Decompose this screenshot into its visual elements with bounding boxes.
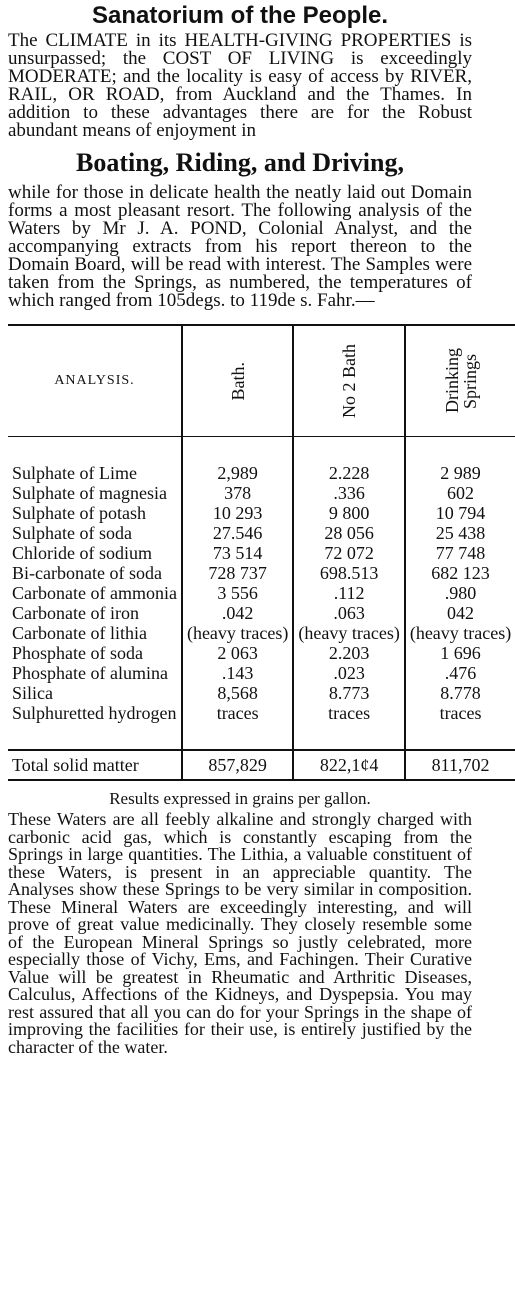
total-no2-bath: 822,1¢4 (293, 750, 404, 780)
section-text: while for those in delicate health the neatly laid out Domain forms a most pleasant resort. The following analysis of the Waters by Mr J. A. POND, Colonial Analyst, and the accompanying extracts from his report thereon to the Domain Board, will be read with interest. The Samples were taken from the Springs, as numbered, the temperatures of which ranged from 105degs. to 119de s. Fahr.— (8, 182, 472, 311)
no2-bath-header (293, 325, 404, 437)
no2-bath-value: 2.228 (293, 463, 404, 483)
bath-value: 2 063 (182, 643, 293, 663)
bath-value: .042 (182, 603, 293, 623)
substance-name: Sulphuretted hydrogen (12, 703, 177, 723)
analysis-header: ANALYSIS. (8, 325, 182, 437)
table-row (8, 503, 515, 523)
total-drinking-springs: 811,702 (405, 750, 515, 780)
table-row (8, 483, 515, 503)
advertisement-page (8, 0, 512, 1057)
substance-name: Sulphate of potash (12, 503, 146, 523)
no2-bath-header-label: No 2 Bath (339, 344, 360, 418)
total-label: Total solid matter (8, 750, 182, 780)
no2-bath-value: 72 072 (293, 543, 404, 563)
no2-bath-value: 8.773 (293, 683, 404, 703)
drinking-springs-header-label: Drinking Springs (441, 348, 480, 414)
table-row (8, 463, 515, 483)
drinking-springs-header (405, 325, 515, 437)
bath-value: traces (182, 703, 293, 723)
drinking-springs-value: 602 (405, 483, 515, 503)
section-paragraph (8, 184, 472, 310)
no2-bath-value: 9 800 (293, 503, 404, 523)
page-title: Sanatorium of the People. (91, 2, 389, 29)
bath-value: 728 737 (182, 563, 293, 583)
table-row (8, 523, 515, 543)
bath-value: 2,989 (182, 463, 293, 483)
no2-bath-value: 698.513 (293, 563, 404, 583)
substance-name: Sulphate of soda (12, 523, 132, 543)
bath-value: 3 556 (182, 583, 293, 603)
total-bath: 857,829 (182, 750, 293, 780)
no2-bath-value: (heavy traces) (293, 623, 404, 643)
table-row (8, 703, 515, 723)
analysis-table (8, 324, 515, 781)
drinking-springs-value: 77 748 (405, 543, 515, 563)
table-row (8, 643, 515, 663)
drinking-springs-value: traces (405, 703, 515, 723)
no2-bath-value: 28 056 (293, 523, 404, 543)
intro-paragraph (8, 32, 472, 140)
section-heading: Boating, Riding, and Driving, (76, 148, 404, 177)
drinking-springs-value: 1 696 (405, 643, 515, 663)
drinking-springs-value: 8.778 (405, 683, 515, 703)
drinking-springs-value: .476 (405, 663, 515, 683)
drinking-springs-value: 682 123 (405, 563, 515, 583)
substance-name: Phosphate of soda (12, 643, 143, 663)
table-row (8, 663, 515, 683)
table-row (8, 623, 515, 643)
intro-text: The CLIMATE in its HEALTH-GIVING PROPERTIES is unsurpassed; the COST OF LIVING is exceedingly MODERATE; and the locality is easy of access by RIVER, RAIL, OR ROAD, from Auckland and the Thames. In addition to these advantages there are for the Robust abundant means of enjoyment in (8, 30, 472, 141)
table-row (8, 683, 515, 703)
bath-value: 10 293 (182, 503, 293, 523)
bath-value: (heavy traces) (182, 623, 293, 643)
table-spacer-bottom (8, 723, 515, 750)
drinking-springs-value: 042 (405, 603, 515, 623)
substance-name: Carbonate of ammonia (12, 583, 177, 603)
drinking-springs-value: 2 989 (405, 463, 515, 483)
results-caption: Results expressed in grains per gallon. (109, 789, 371, 808)
table-row (8, 583, 515, 603)
substance-name: Carbonate of iron (12, 603, 139, 623)
substance-name: Phosphate of alumina (12, 663, 168, 683)
substance-name: Bi-carbonate of soda (12, 563, 162, 583)
table-row (8, 603, 515, 623)
substance-name: Chloride of sodium (12, 543, 152, 563)
bath-header (182, 325, 293, 437)
substance-name: Carbonate of lithia (12, 623, 147, 643)
table-spacer (8, 437, 515, 464)
bath-value: 73 514 (182, 543, 293, 563)
no2-bath-value: traces (293, 703, 404, 723)
footer-text: These Waters are all feebly alkaline and strongly charged with carbonic acid gas, which is constantly escaping from the Springs in large quantities. The Lithia, a valuable constituent of these Waters, is present in an appreciable quantity. The Analyses show these Springs to be very similar in composition. These Mineral Waters are exceedingly interesting, and will prove of great value medicinally. They closely resemble some of the European Mineral Springs so justly celebrated, more especially those of Vichy, Ems, and Fachingen. Their Curative Value will be greatest in Rheumatic and Arthritic Diseases, Calculus, Affections of the Kidneys, and Dyspepsia. You may rest assured that all you can do for your Springs in the shape of improving the facilities for their use, is entirely justified by the character of the water. (8, 809, 472, 1057)
table-header-row (8, 325, 515, 437)
substance-name: Silica (12, 683, 53, 703)
bath-header-label: Bath. (227, 361, 248, 401)
table-row (8, 563, 515, 583)
substance-name: Sulphate of Lime (12, 463, 137, 483)
no2-bath-value: .023 (293, 663, 404, 683)
bath-value: 8,568 (182, 683, 293, 703)
no2-bath-value: .336 (293, 483, 404, 503)
no2-bath-value: 2.203 (293, 643, 404, 663)
drinking-springs-value: 10 794 (405, 503, 515, 523)
total-row (8, 750, 515, 780)
bath-value: 27.546 (182, 523, 293, 543)
substance-name: Sulphate of magnesia (12, 483, 167, 503)
no2-bath-value: .063 (293, 603, 404, 623)
drinking-springs-value: 25 438 (405, 523, 515, 543)
drinking-springs-value: (heavy traces) (405, 623, 515, 643)
no2-bath-value: .112 (293, 583, 404, 603)
table-row (8, 543, 515, 563)
bath-value: .143 (182, 663, 293, 683)
drinking-springs-value: .980 (405, 583, 515, 603)
bath-value: 378 (182, 483, 293, 503)
